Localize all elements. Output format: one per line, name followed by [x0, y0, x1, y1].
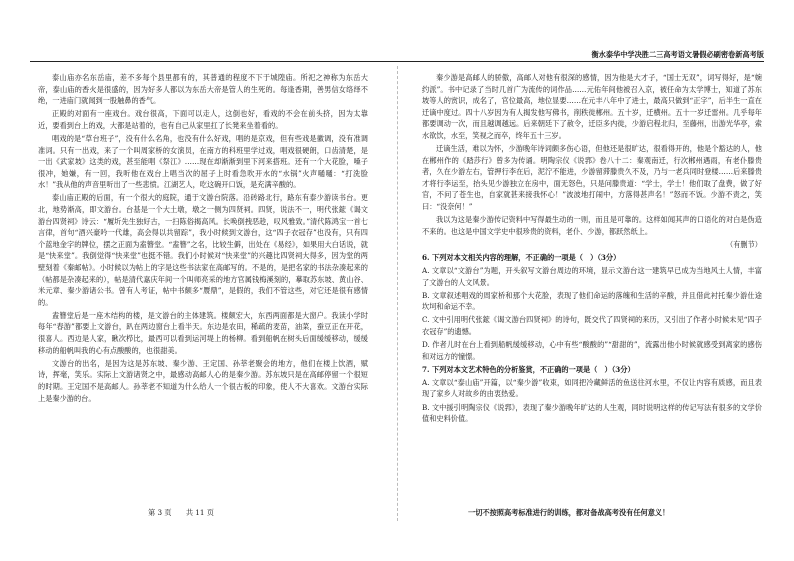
- right-paragraph-2: 迁谪生活，难以为怀，少游晚年诗词颇多伤心语，但他还是很旷达，很看得开的，他是个豁达的人，他在郴州作的《踏莎行》曾多为传诵。明陶宗仪《说郛》卷八十二：秦观南迁，行次郴州遇雨，有老仆滕贵者，久在少游左右，管押行李在后，泥泞不能进，少游留滞滕贵久不及，乃与一老兵同时登楼……后来滕贵才将行李运至，抬头见少游独立在房中，面无怒色，只是问滕贵道：“学士，学士！他们取了盘费，做了好官，不问了苍生也，自家就甚来接我怀心！”波波地打闹中，方落得甚声名！”怒而不饭。少游不责之，笑曰：“没奈何！”: [422, 144, 762, 212]
- page-header: 衡水泰华中学决胜二三高考语文暑假必刷密卷新高考版: [591, 50, 764, 59]
- question-6-stem: 6. 下列对本文相关内容的理解，不正确的一项是（ ）（3分）: [422, 252, 621, 262]
- left-column: [38, 72, 368, 406]
- right-paragraph-3: 我以为这是秦少游传记资料中写得最生动的一则，而且是可靠的。这样如闻其声的口语化的对白是伪造不来的。也这是中国文学史中很珍贵的资料，老仆、少游，都跃然纸上。: [422, 215, 762, 236]
- question-7-option-b: B. 文中援引明陶宗仪《说郛》，表现了秦少游晚年旷达的人生观，同时说明这样的传记写法有很多的文学价值和史料价值。: [422, 402, 762, 424]
- header-rule: [30, 61, 764, 62]
- question-6-option-b: B. 文章叙述唱戏的周家桥和那个大花脸，表现了他们命运的落魄和生活的辛酸，并且借此衬托秦少游仕途坎坷和命运不幸。: [422, 290, 762, 312]
- left-paragraph-1: 泰山庙亦名东岳庙，差不多每个县里都有的，其普通的程度不下于城隍庙。所祀之神称为东岳大帝，泰山庙的香火是很盛的，因为好多人都以为东岳大帝是管人的生死的。每逢香期，善男信女络绎不绝，一进庙门就闻到一股触鼻的香气。: [38, 73, 368, 106]
- right-column: [422, 72, 762, 426]
- total-pages-label: 共 11 页: [185, 508, 214, 517]
- footer-page-number: [148, 508, 226, 518]
- left-paragraph-5: 盍簪堂后是一座木结构的楼，是文游台的主体建筑。楼颇宏大，东西两面都是大窗户。我读小学时每年“春游”都要上文游台，趴在两边窗台上看半天。东边是农田，稀疏的麦苗，油菜，蚕豆正在开花，很喜人。西边是人家，瞅次栉比，最西可以看到运河堤上的杨柳。看到船帆在树头后面缓缓移动，缓缓移动的船帆叫我的心有点酸酸的，也很甜美。: [38, 310, 368, 355]
- question-7-stem: 7. 下列对本文艺术特色的分析鉴赏，不正确的一项是（ ）（3分）: [422, 364, 635, 374]
- right-paragraph-1: 秦少游是高邮人的骄傲，高邮人对他有很深的感情，因为他是大才子，“国士无双”，词写得好，是“婉约派”。书中记录了当时几首广为流传的词作品……元佑年间他被召入京，被任命为太学博士，知道了苏东坡等人的赏识，成名了，官位最高，地位显要……在元丰八年中了进士，最高只做到“正字”，后半生一直在迁谪中度过。四十八岁因为有人揭发他写佛书，削秩徙郴州。五十岁，迁横州。五十一岁迁雷州。几乎每年都要调动一次，而且越调越远。后来朝廷下了赦令，迁臣多内徙，少游启程北归，至藤州，出游光华亭，索水欲饮，水至，笑视之而卒，终年五十三岁。: [422, 73, 762, 140]
- left-paragraph-6: 文游台的出名，是因为这是苏东坡、秦少游、王定国、孙莘老聚会的地方，他们在楼上饮酒，赋诗，挥毫，笑乐。实际上文游诸贤之中，最感动高邮人心的是秦少游。苏东坡只是在高邮停留一个很短的时期。王定国不是高邮人。孙莘老不知道为什么给人一个很古板的印象，使人不大喜欢。文游台实际上是秦少游的台。: [38, 358, 368, 403]
- question-6-option-d: D. 作者儿时在台上看到船帆缓缓移动，心中有些“酸酸的”“甜甜的”，流露出他小时候就感受到离家的感伤和对远方的憧憬。: [422, 340, 762, 361]
- attribution: （有删节）: [726, 239, 762, 249]
- question-6-option-a: A. 文章以“文游台”为题，开头叙写文游台周边的环境，显示文游台这一建筑早已成为当地风土人情，丰富了文游台的人文风景。: [422, 266, 762, 287]
- page-label: 第 3 页: [148, 508, 172, 517]
- question-6-option-c: C. 文中引用明代张鋐《谒文游台四贤祠》的诗句，既交代了四贤祠的来历，又引出了作者小时候未见“四子衣冠存”的遗憾。: [422, 315, 762, 336]
- column-divider: [397, 66, 398, 521]
- left-paragraph-4: 泰山庙正殿的后面，有一个很大的庭院，通于文游台院落。沿砖路北行，路东有泰少游读书台。更北，地势渐高，即文游台。台基是一个大土墩，墩之一侧为四贤祠。四贤，说法不一，明代张鋐《谒文游台四贤祠》诗云：“履圻先生独好古，一扫陈俗揭高风。长唤倒拽恶趁，叹风雅致。”清代陈鸿宝一首七言律，首句“酒兴豪吟一代雄，高会得以共留踪”，我小时候到文游台，这“四子衣冠存”也没有，只有四个蓝地金字的牌位，摆之正面为盍簪堂。“盍簪”之名，比较生僻，出处在《易经》，如果用大白话说，就是“快来堂”。我倒觉得“快来堂”也挺不错。我们小时候对“快来堂”的兴趣比四贤祠大得多，因为堂的两壁刻着《秦邮帖》。小时候以为帖上的字是这些书法家在高邮写的。不是的，是把名家的书法杂凑起来的（帖都是杂凑起来的），帖是清代嘉庆年间一个叫师亮采的地方官属钱梅溪刻的，摹取苏东坡、黄山谷、米元章、秦少游诸公书。曾有人考证，帖中书颇多“赝鼎”，是假的，我们不管这些，对它还是很有感情的。: [38, 193, 368, 307]
- footer-slogan: 一切不按照高考标准进行的训练，都对备战高考没有任何意义！: [468, 508, 670, 517]
- left-paragraph-2: 正殿的对面有一座戏台。戏台很高，下面可以走人，这倒也好，看戏的不会在前头挤，因为太靠近，要看到台上的戏，大都是站着的，也有自己从家里扛了长凳来坐着看的。: [38, 109, 368, 130]
- question-7-option-a: A. 文章以“泰山庙”开篇，以“秦少游”收束，如同把冷藏鲜活的鱼送往河水里，不仅让内容有质感，而且表现了家乡人对故乡的由衷热爱。: [422, 377, 762, 399]
- left-paragraph-3: 唱戏的是“草台班子”，没有什么名角，也没有什么好戏，唱的是京戏，但有些戏是徽调，没有准调准词。只有一出戏，来了一个叫周家桥的女演员，在南方的科班里学过戏，唱戏很硬朗，口齿清楚，是一出《武家坡》这类的戏，甚至能唱《祭江》……现在却渐渐到里下河来搭班。还有一个大花脸，嗓子很冲，她嫌，有一回，我听他在戏台上唱当次的屈子上时看急吹开水的“水锅”火声嗵嗵：“打洗脸水！”我从他的声音里听出了一些悲愤。江湖艺人，吃这碗开口饭，是充满辛酸的。: [38, 133, 368, 190]
